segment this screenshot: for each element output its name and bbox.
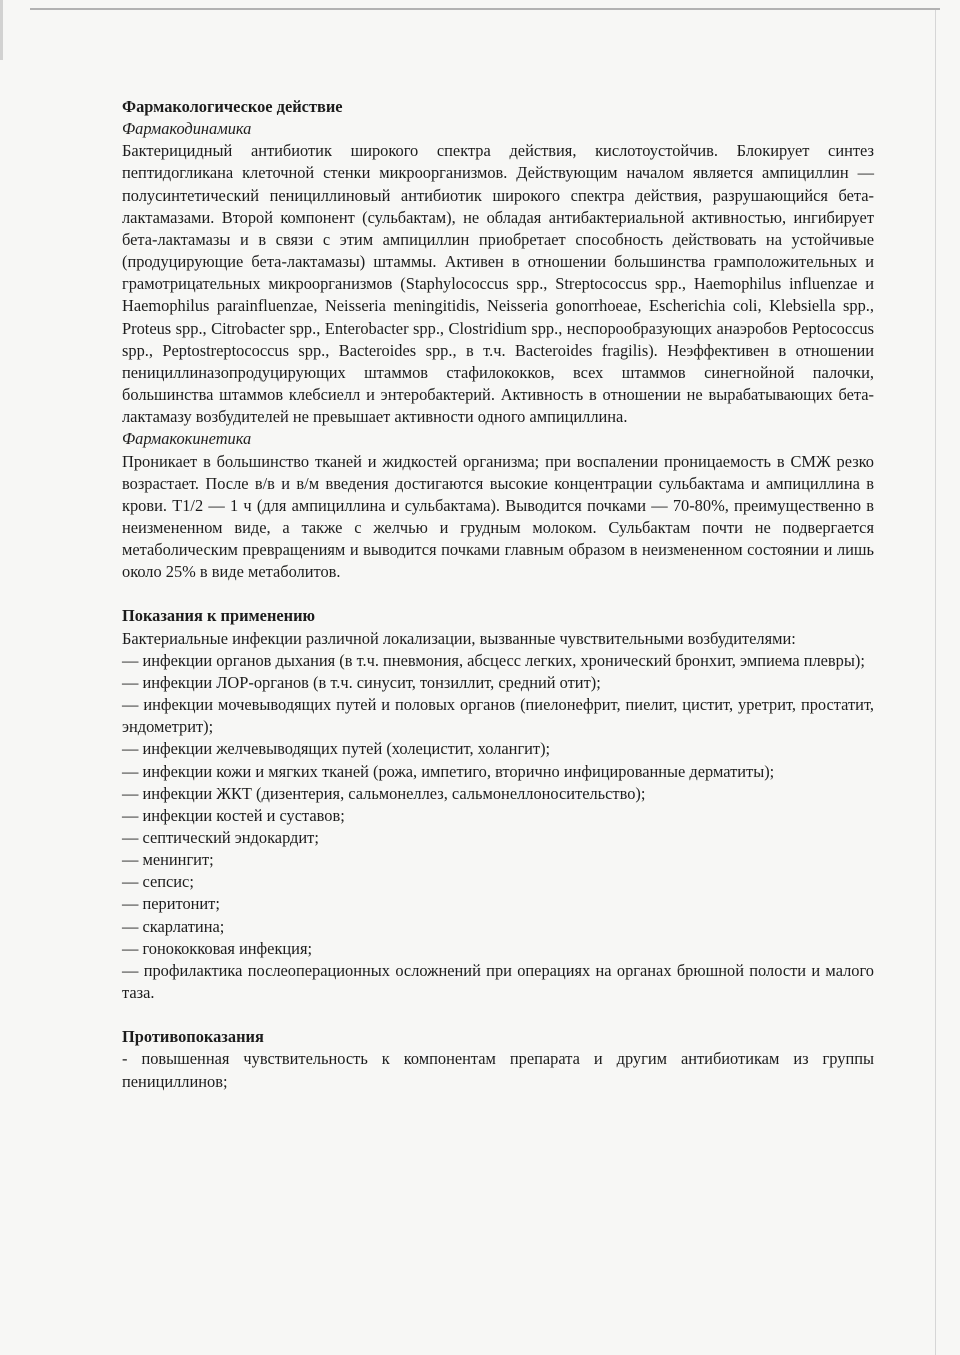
- paragraph-pharmacokinetics: Проникает в большинство тканей и жидкостей организма; при воспалении проницаемость в СМЖ резко возрастает. После в/в и в/м введения достигаются высокие концентрации сульбактама и ампициллина в крови. T1/2 — 1 ч (для ампициллина и сульбактама). Выводится почками — 70-80%, преимущественно в неизмененном виде, а также с желчью и грудным молоком. Сульбактам почти не подвергается метаболическим превращениям и выводится почками главным образом в неизмененном состоянии и лишь около 25% в виде метаболитов.: [122, 451, 874, 582]
- list-item: — инфекции кожи и мягких тканей (рожа, импетиго, вторично инфицированные дерматиты);: [122, 761, 775, 781]
- list-item: — гонококковая инфекция;: [122, 938, 313, 958]
- section-heading-pharm-action: Фармакологическое действие: [122, 97, 343, 116]
- scan-edge-top: [30, 8, 940, 10]
- section-heading-indications: Показания к применению: [122, 606, 316, 626]
- list-item: — менингит;: [122, 850, 214, 870]
- scan-edge-right: [935, 10, 936, 1355]
- list-item: — инфекции органов дыхания (в т.ч. пневмония, абсцесс легких, хронический бронхит, эмпиема плевры);: [122, 650, 865, 670]
- list-item: — профилактика послеоперационных осложнений при операциях на органах брюшной полости и малого таза.: [122, 960, 874, 1003]
- list-item: — инфекции костей и суставов;: [122, 805, 345, 825]
- list-item: — инфекции желчевыводящих путей (холецистит, холангит);: [122, 739, 551, 759]
- list-item: — инфекции мочевыводящих путей и половых органов (пиелонефрит, пиелит, цистит, уретрит, простатит, эндометрит);: [122, 695, 874, 737]
- list-item: — инфекции ЛОР-органов (в т.ч. синусит, тонзиллит, средний отит);: [122, 672, 601, 692]
- contraindications-list: [122, 1048, 874, 1092]
- list-item: — скарлатина;: [122, 916, 225, 936]
- indications-list: [122, 650, 874, 1005]
- spacer: [122, 1004, 874, 1026]
- paragraph-indications-intro: Бактериальные инфекции различной локализации, вызванные чувствительными возбудителями:: [122, 628, 796, 648]
- list-item: - повышенная чувствительность к компонентам препарата и другим антибиотикам из группы пенициллинов;: [122, 1049, 874, 1091]
- spacer: [122, 583, 874, 605]
- document-page: [122, 96, 874, 1093]
- list-item: — сепсис;: [122, 872, 194, 892]
- list-item: — септический эндокардит;: [122, 828, 319, 847]
- paragraph-pharmacodynamics: Бактерицидный антибиотик широкого спектра действия, кислотоустойчив. Блокирует синтез пептидогликана клеточной стенки микроорганизмов. Действующим началом является ампициллин — полусинтетический пенициллиновый антибиотик широкого спектра действия, разрушающийся бета-лактамазами. Второй компонент (сульбактам), не обладая антибактериальной активностью, ингибирует бета-лактамазы и в связи с этим ампициллин приобретает способность действовать на устойчивые (продуцирующие бета-лактамазы) штаммы. Активен в отношении большинства грамположительных и грамотрицательных микроорганизмов (Staphylococcus spp., Streptococcus spp., Haemophilus influenzae и Haemophilus parainfluenzae, Neisseria meningitidis, Neisseria gonorrhoeae, Escherichia coli, Klebsiella spp., Proteus spp., Citrobacter spp., Enterobacter spp., Clostridium spp., неспорообразующих анаэробов Peptococcus spp., Peptostreptococcus spp., Bacteroides spp., в т.ч. Bacteroides fragilis). Неэффективен в отношении пенициллиназопродуцирующих штаммов стафилококков, всех штаммов синегнойной палочки, большинства штаммов клебсиелл и энтеробактерий. Активность в отношении не вырабатывающих бета-лактамазу возбудителей не превышает активности одного ампициллина.: [122, 141, 874, 427]
- list-item: — перитонит;: [122, 894, 220, 914]
- subheading-pharmacodynamics: Фармакодинамика: [122, 119, 252, 139]
- scan-edge-left: [0, 0, 3, 60]
- subheading-pharmacokinetics: Фармакокинетика: [122, 429, 252, 449]
- list-item: — инфекции ЖКТ (дизентерия, сальмонеллез, сальмонеллоносительство);: [122, 783, 646, 803]
- section-heading-contraindications: Противопоказания: [122, 1027, 264, 1047]
